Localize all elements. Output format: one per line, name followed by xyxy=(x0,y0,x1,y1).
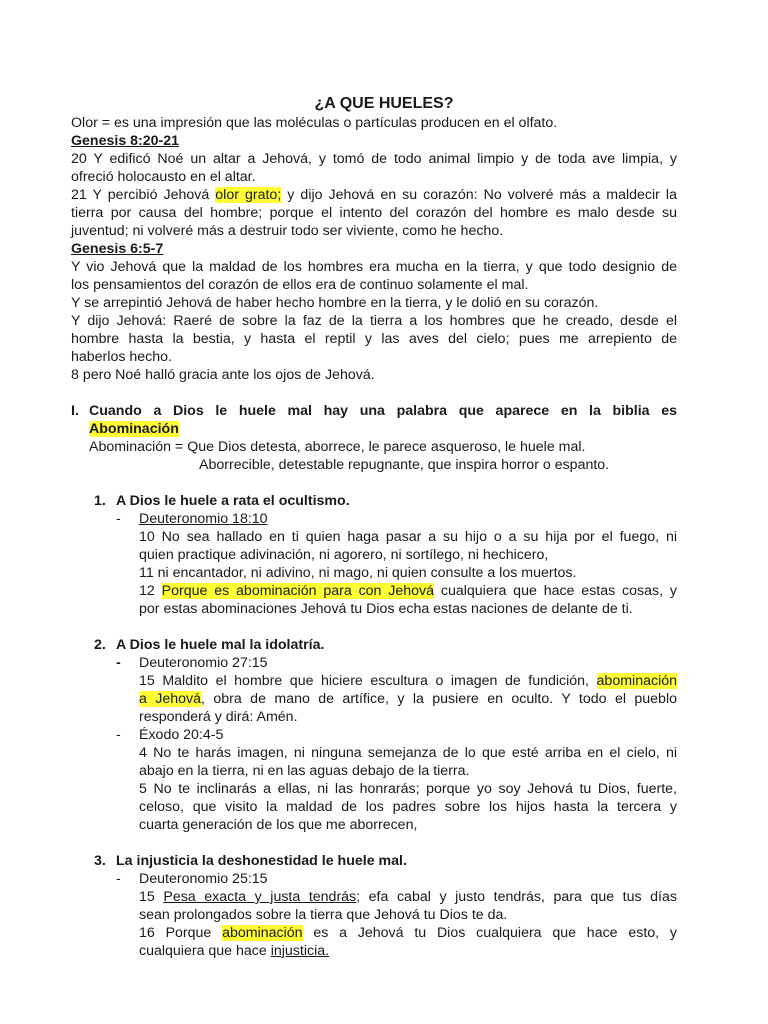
verse-line: 8 pero Noé halló gracia ante los ojos de Jehová. xyxy=(71,367,375,383)
item-number: 3. xyxy=(94,853,106,869)
verse-line: hombre hasta la bestia, y hasta el reptil y las aves del cielo; pues me arrepiento de xyxy=(71,331,677,347)
verse-line: 4 No te harás imagen, ni ninguna semejanza de lo que esté arriba en el cielo, ni xyxy=(139,745,677,761)
verse-line: quien practique adivinación, ni agorero, ni sortílego, ni hechicero, xyxy=(139,547,549,563)
text-span: 15 xyxy=(139,889,164,905)
verse-line: celoso, que visito la maldad de los padres sobre los hijos hasta la tercera y xyxy=(139,799,677,815)
text-span: 12 xyxy=(139,583,162,599)
text-span: 16 Porque xyxy=(139,925,223,941)
underlined-phrase: Pesa exacta y justa tendrás xyxy=(163,889,357,905)
verse-line: tierra por causa del hombre; porque el intento del corazón del hombre es malo desde su xyxy=(71,205,677,221)
verse-line: Y dijo Jehová: Raeré de sobre la faz de la tierra a los hombres que he creado, desde el xyxy=(71,313,677,329)
highlighted-term: Abominación xyxy=(89,421,179,437)
reference-exodo-20: Éxodo 20:4-5 xyxy=(139,727,224,743)
reference-genesis-8: Genesis 8:20-21 xyxy=(71,133,180,149)
text-span: 21 Y percibió Jehová xyxy=(71,187,216,203)
verse-line: juventud; ni volveré más a destruir todo ser viviente, como he hecho. xyxy=(71,223,504,239)
page-title: ¿A QUE HUELES? xyxy=(314,95,454,112)
item-number: 2. xyxy=(94,637,106,653)
text-span: cualquiera que hace xyxy=(139,943,271,959)
reference-deuteronomio-18: Deuteronomio 18:10 xyxy=(139,511,268,527)
olor-definition: Olor = es una impresión que las moléculas o partículas producen en el olfato. xyxy=(71,115,558,131)
text-span: cualquiera que hace estas cosas, y xyxy=(434,583,677,599)
verse-line: ofreció holocausto en el altar. xyxy=(71,169,256,185)
text-span: y dijo Jehová en su corazón: No volveré más a maldecir la xyxy=(281,187,677,203)
reference-deuteronomio-27: Deuteronomio 27:15 xyxy=(139,655,268,671)
text-span: es a Jehová tu Dios cualquiera que hace esto, y xyxy=(302,925,677,941)
item-heading: A Dios le huele a rata el ocultismo. xyxy=(116,493,350,509)
list-dash: - xyxy=(116,511,121,527)
highlighted-phrase: olor grato; xyxy=(215,187,282,203)
verse-line: sean prolongados sobre la tierra que Jehová tu Dios te da. xyxy=(139,907,508,923)
text-span: , obra de mano de artífice, y la pusiere en oculto. Y todo el pueblo xyxy=(201,691,677,707)
verse-line: haberlos hecho. xyxy=(71,349,172,365)
verse-line: los pensamientos del corazón de ellos era de continuo solamente el mal. xyxy=(71,277,529,293)
verse-line: 5 No te inclinarás a ellas, ni las honrarás; porque yo soy Jehová tu Dios, fuerte, xyxy=(139,781,677,797)
verse-line: por estas abominaciones Jehová tu Dios echa estas naciones de delante de ti. xyxy=(139,601,633,617)
verse-line: 10 No sea hallado en ti quien haga pasar a su hijo o a su hija por el fuego, ni xyxy=(139,529,677,545)
highlighted-phrase: a Jehová xyxy=(139,691,202,707)
underlined-phrase: injusticia. xyxy=(270,943,330,959)
item-heading: A Dios le huele mal la idolatría. xyxy=(116,637,325,653)
list-dash: - xyxy=(116,655,121,671)
section-heading: Cuando a Dios le huele mal hay una palabra que aparece en la biblia es xyxy=(89,403,677,419)
highlighted-phrase: abominación xyxy=(222,925,303,941)
verse-line xyxy=(71,186,677,204)
verse-line: 11 ni encantador, ni adivino, ni mago, ni quien consulte a los muertos. xyxy=(139,565,577,581)
verse-line: Y se arrepintió Jehová de haber hecho hombre en la tierra, y le dolió en su corazón. xyxy=(71,295,599,311)
verse-line: cuarta generación de los que me aborrecen, xyxy=(139,817,418,833)
highlighted-phrase: abominación xyxy=(596,673,677,689)
reference-deuteronomio-25: Deuteronomio 25:15 xyxy=(139,871,268,887)
item-heading: La injusticia la deshonestidad le huele mal. xyxy=(116,853,407,869)
verse-line: abajo en la tierra, ni en las aguas debajo de la tierra. xyxy=(139,763,470,779)
abominacion-definition: Abominación = Que Dios detesta, aborrece, le parece asqueroso, le huele mal. xyxy=(89,439,586,455)
text-span: ; efa cabal y justo tendrás, para que tus días xyxy=(356,889,677,905)
verse-line xyxy=(139,672,677,690)
list-dash: - xyxy=(116,871,121,887)
section-heading-term xyxy=(89,420,695,438)
verse-line xyxy=(139,690,677,708)
verse-line: 20 Y edificó Noé un altar a Jehová, y tomó de todo animal limpio y de toda ave limpia, y xyxy=(71,151,677,167)
section-number: I. xyxy=(71,403,79,419)
abominacion-synonyms: Aborrecible, detestable repugnante, que inspira horror o espanto. xyxy=(199,457,610,473)
verse-line xyxy=(139,888,677,906)
verse-line xyxy=(139,924,677,942)
highlighted-phrase: Porque es abominación para con Jehová xyxy=(161,583,435,599)
verse-line xyxy=(139,582,677,600)
reference-genesis-6: Genesis 6:5-7 xyxy=(71,241,164,257)
verse-line: responderá y dirá: Amén. xyxy=(139,709,298,725)
list-dash: - xyxy=(116,727,121,743)
item-number: 1. xyxy=(94,493,106,509)
text-span: 15 Maldito el hombre que hiciere escultura o imagen de fundición, xyxy=(139,673,597,689)
verse-line: Y vio Jehová que la maldad de los hombres era mucha en la tierra, y que todo designio de xyxy=(71,259,677,275)
verse-line xyxy=(139,942,745,960)
